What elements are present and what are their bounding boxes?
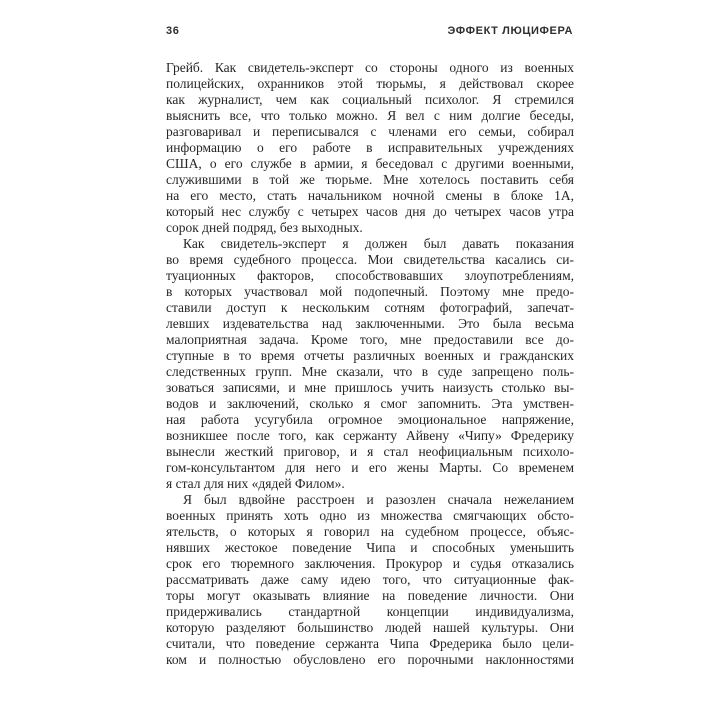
text-line: который нес службу с четырех часов дня до четырех часов утра	[166, 204, 574, 219]
text-line: Я был вдвойне расстроен и разозлен сначала нежеланием	[183, 492, 574, 507]
text-line: сорок дней подряд, без выходных.	[166, 220, 363, 235]
text-line: возникшее после того, как сержанту Айвену «Чипу» Фредерику	[166, 428, 574, 443]
text-line: США, о его службе в армии, я беседовал с другими военными,	[166, 156, 574, 171]
text-line: полицейских, охранников этой тюрьмы, я действовал скорее	[166, 76, 574, 91]
text-line: следственных групп. Мне сказали, что в суде запрещено поль-	[166, 364, 574, 379]
text-line: я стал для них «дядей Филом».	[166, 476, 345, 491]
text-line: разговаривал и переписывался с членами его семьи, собирал	[166, 124, 574, 139]
text-line: информацию о его работе в исправительных учреждениях	[166, 140, 574, 155]
text-line: водов и заключений, сколько я смог запомнить. Эта умствен-	[166, 396, 574, 411]
text-line: срок его тюремного заключения. Прокурор и судья отказались	[166, 556, 574, 571]
text-column	[166, 60, 574, 668]
text-line: Грейб. Как свидетель-эксперт со стороны одного из военных	[166, 60, 574, 75]
text-line: военных принять хоть одно из множества смягчающих обсто-	[166, 508, 574, 523]
text-line: ятельств, о которых я говорил на судебном процессе, объяс-	[166, 524, 574, 539]
running-title: ЭФФЕКТ ЛЮЦИФЕРА	[447, 25, 573, 37]
page-header	[166, 25, 573, 37]
paragraph	[166, 236, 574, 492]
text-line: гом-консультантом для него и его жены Марты. Со временем	[166, 460, 574, 475]
text-line: которую разделяют большинство людей нашей культуры. Они	[166, 620, 574, 635]
text-line: туационных факторов, способствовавших злоупотреблениям,	[166, 268, 574, 283]
text-line: служившими в той же тюрьме. Мне хотелось поставить себя	[166, 172, 574, 187]
text-line: торы могут оказывать влияние на поведение личности. Они	[166, 588, 574, 603]
text-line: зоваться записями, и мне пришлось учить наизусть столько вы-	[166, 380, 574, 395]
text-line: считали, что поведение сержанта Чипа Фредерика было цели-	[166, 636, 574, 651]
text-line: ставили доступ к нескольким сотням фотографий, запечат-	[166, 300, 574, 315]
text-line: как журналист, чем как социальный психолог. Я стремился	[166, 92, 574, 107]
page-number: 36	[166, 25, 180, 37]
text-line: левших издевательства над заключенными. Это была весьма	[166, 316, 574, 331]
text-line: ная работа усугубила огромное эмоциональное напряжение,	[166, 412, 574, 427]
text-line: малоприятная задача. Кроме того, мне предоставили все до-	[166, 332, 574, 347]
text-line: Как свидетель-эксперт я должен был давать показания	[183, 236, 574, 251]
paragraph	[166, 492, 574, 668]
text-line: придерживались стандартной концепции индивидуализма,	[166, 604, 574, 619]
paragraph	[166, 60, 574, 236]
text-line: вынесли жесткий приговор, и я стал неофициальным психоло-	[166, 444, 574, 459]
text-line: рассматривать даже саму идею того, что ситуационные фак-	[166, 572, 574, 587]
text-line: выяснить все, что только можно. Я вел с ним долгие беседы,	[166, 108, 574, 123]
text-line: во время судебного процесса. Мои свидетельства касались си-	[166, 252, 574, 267]
text-line: нявших жестокое поведение Чипа и способных уменьшить	[166, 540, 574, 555]
text-line: ступные в то время отчеты различных военных и гражданских	[166, 348, 574, 363]
text-line: на его место, стать начальником ночной смены в блоке 1А,	[166, 188, 574, 203]
text-line: ком и полностью обусловлено его порочными наклонностями	[166, 652, 574, 667]
text-line: в которых участвовал мой подопечный. Поэтому мне предо-	[166, 284, 574, 299]
